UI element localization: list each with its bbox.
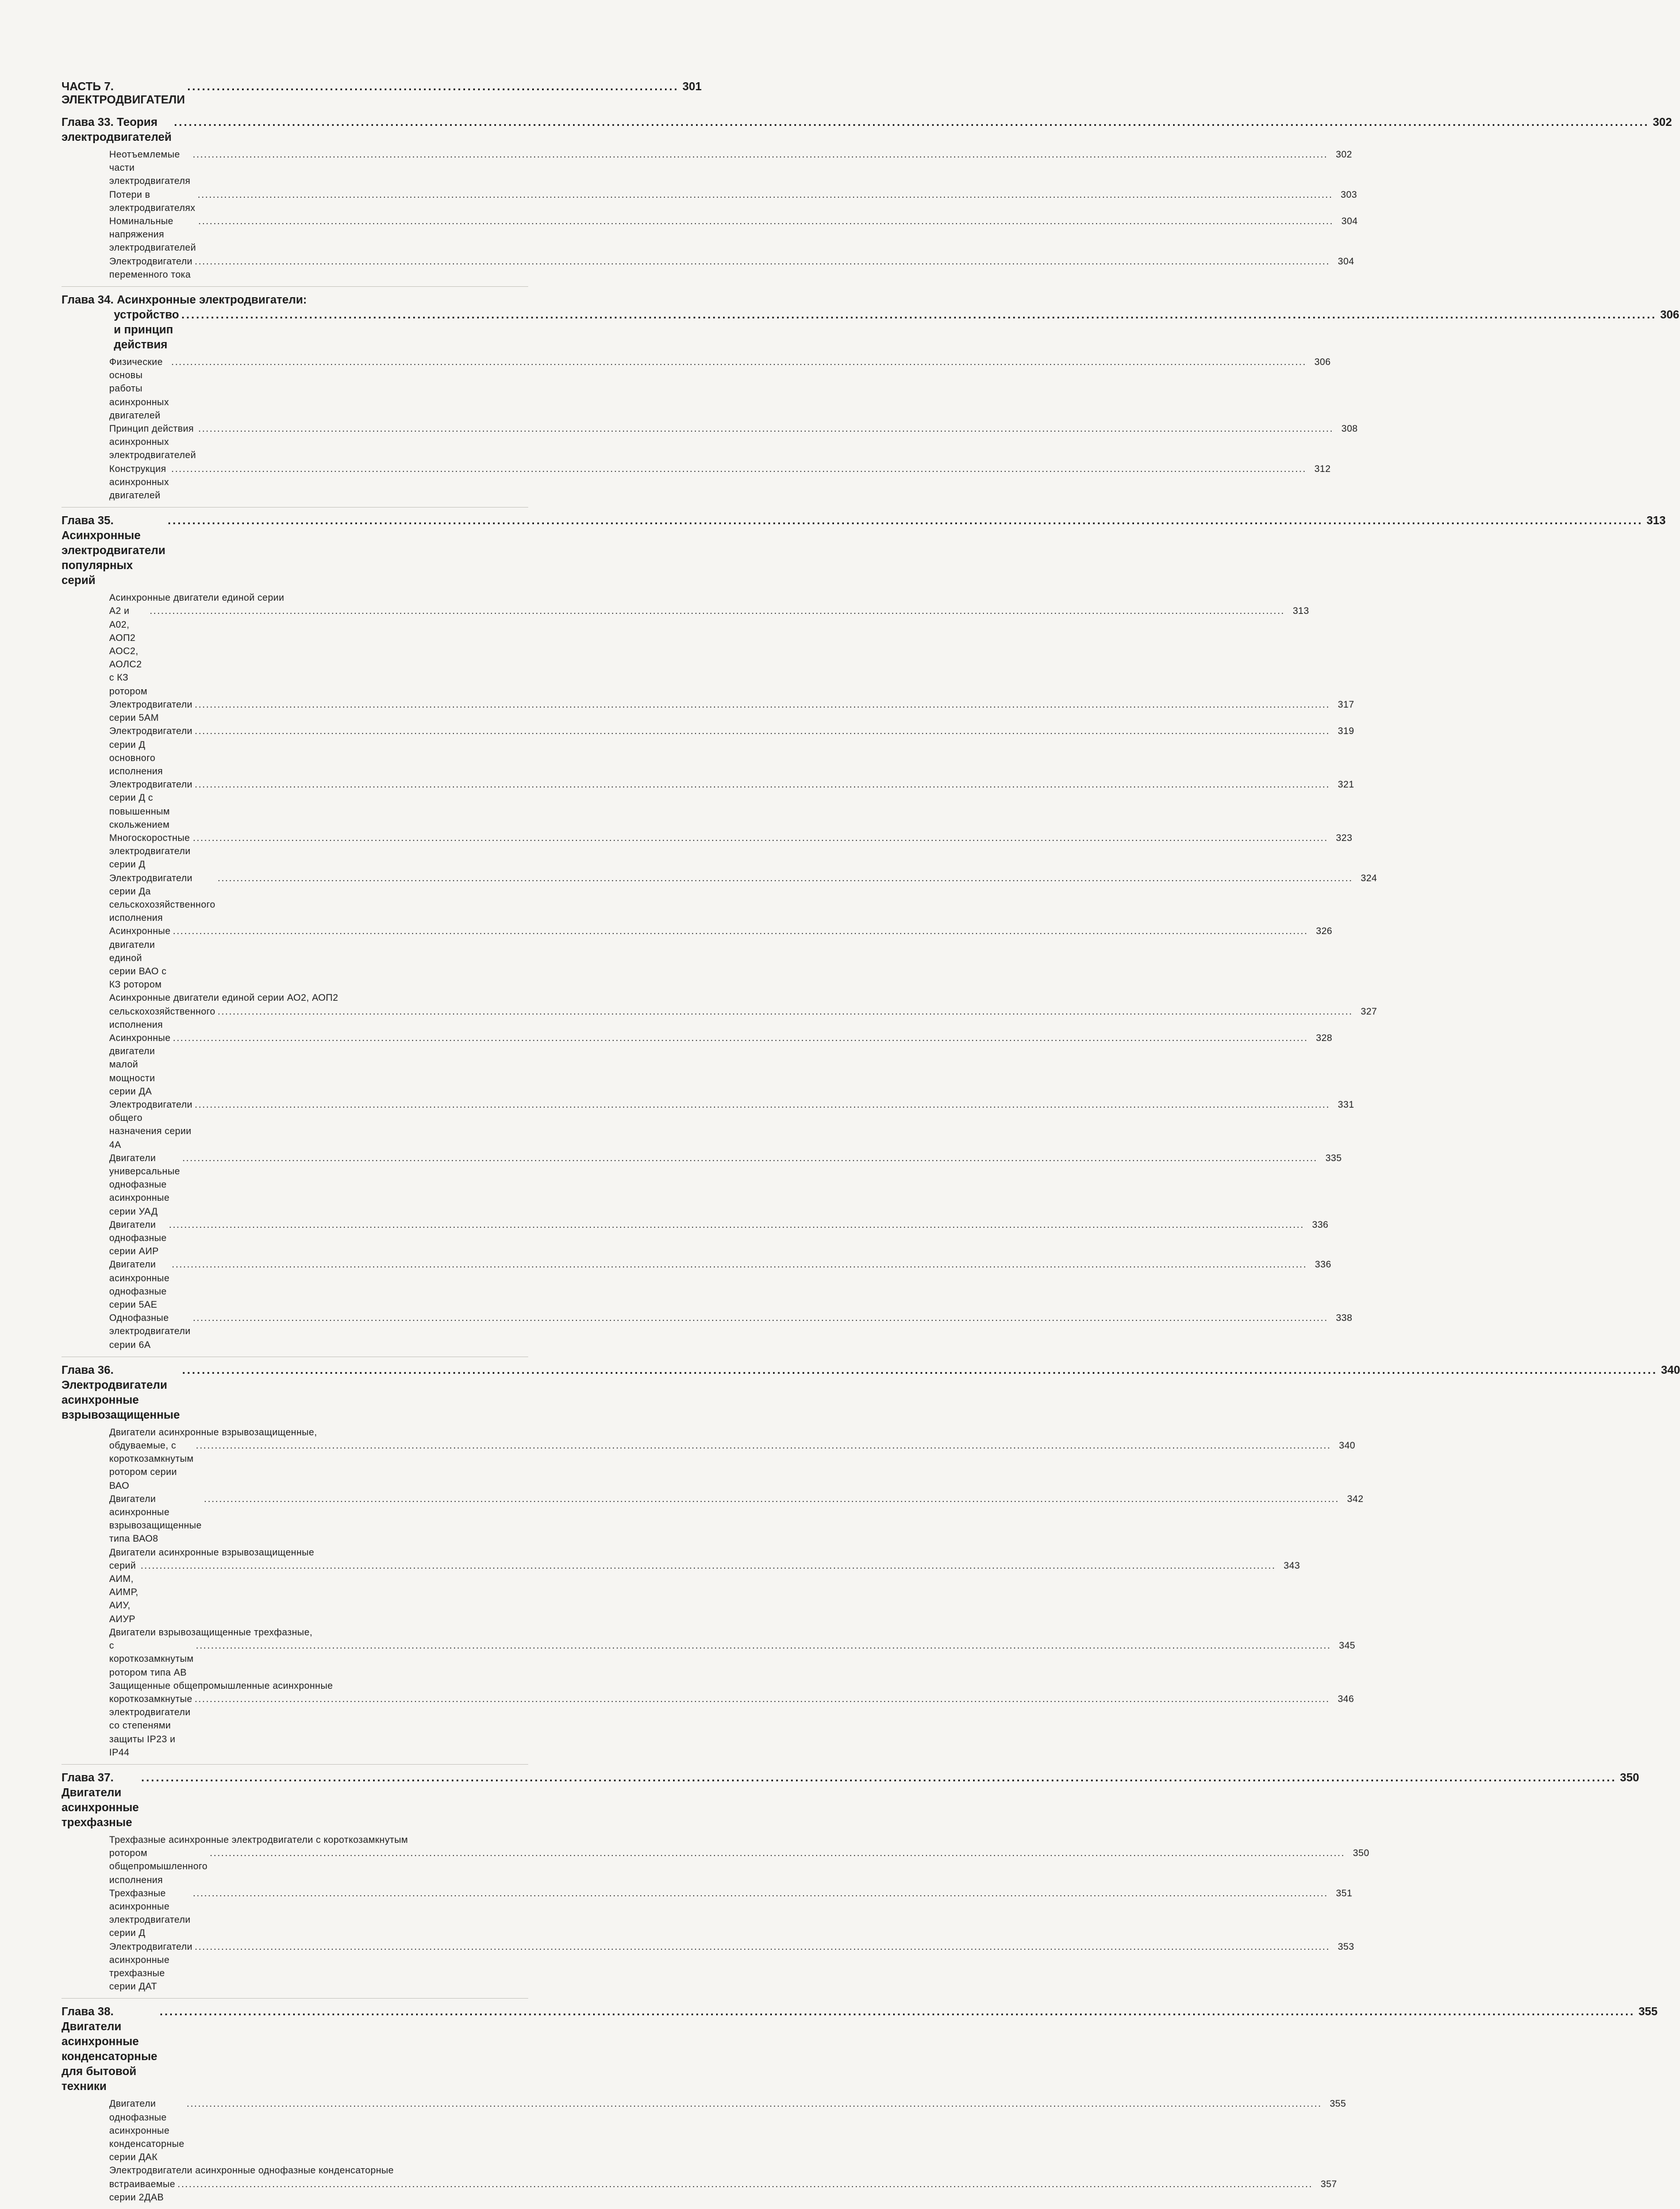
section-entry[interactable] <box>109 422 1358 463</box>
section-entry[interactable] <box>109 725 1355 778</box>
section-title-line1[interactable]: Защищенные общепромышленные асинхронные <box>109 1680 333 1691</box>
section-entry-page: 327 <box>1360 1006 1377 1017</box>
dot-leader: ............................................................................................................................................................................................................................................................................................................ <box>182 1152 1318 1163</box>
dot-leader: ............................................................................................................................................................................................................................................................................................................ <box>172 926 1309 937</box>
section-entry-page: 326 <box>1316 926 1333 937</box>
section-entry-title: Конструкция асинхронных двигателей <box>109 463 169 501</box>
chapter-heading[interactable] <box>61 1770 1639 1830</box>
chapter-list <box>61 115 1680 2209</box>
chapter-heading[interactable] <box>61 308 1679 352</box>
section-entry-page: 304 <box>1341 216 1358 227</box>
section-entry-title: Электродвигатели серии Д с повышенным скольжением <box>109 779 193 830</box>
section-entry[interactable] <box>109 1152 1342 1219</box>
section-entry-page: 351 <box>1336 1888 1352 1899</box>
dot-leader: ............................................................................................................................................................................................................................................................................................................ <box>169 1219 1305 1230</box>
section-entry-page: 336 <box>1312 1219 1329 1230</box>
section-title-line1[interactable]: Трехфазные асинхронные электродвигатели с короткозамкнутым <box>109 1834 408 1845</box>
section-entry-page: 357 <box>1320 2179 1337 2189</box>
chapter-heading-title: Глава 37. Двигатели асинхронные трехфазные <box>61 1771 139 1829</box>
section-entry-page: 321 <box>1337 779 1355 790</box>
part-page: 301 <box>682 80 702 93</box>
dot-leader: ............................................................................................................................................................................................................................................................................................................ <box>159 2006 1635 2019</box>
chapter-heading-page: 350 <box>1620 1771 1639 1784</box>
section-title-line1[interactable]: Электродвигатели асинхронные однофазные конденсаторные <box>109 2165 394 2176</box>
chapter-heading[interactable] <box>61 2004 1658 2094</box>
section-entry[interactable] <box>109 1847 1370 1887</box>
section-title-line1[interactable]: Двигатели асинхронные взрывозащищенные, <box>109 1427 317 1438</box>
dot-leader: ............................................................................................................................................................................................................................................................................................................ <box>193 1313 1328 1324</box>
chapter-heading[interactable] <box>61 115 1672 145</box>
chapter-35 <box>61 513 1666 1357</box>
section-entry-page: 338 <box>1336 1313 1352 1324</box>
dot-leader: ............................................................................................................................................................................................................................................................................................................ <box>194 779 1331 790</box>
dot-leader: ............................................................................................................................................................................................................................................................................................................ <box>193 832 1328 843</box>
dot-leader: ............................................................................................................................................................................................................................................................................................................ <box>217 873 1353 883</box>
dot-leader: ............................................................................................................................................................................................................................................................................................................ <box>195 1440 1332 1451</box>
chapter-heading-page: 306 <box>1660 309 1679 322</box>
section-entry-title: короткозамкнутые электродвигатели со степенями защиты IP23 и IP44 <box>109 1693 193 1758</box>
dot-leader: ............................................................................................................................................................................................................................................................................................................ <box>198 216 1334 227</box>
section-entry[interactable] <box>109 148 1352 189</box>
dot-leader: ............................................................................................................................................................................................................................................................................................................ <box>217 1006 1353 1017</box>
section-entry-title: Электродвигатели серии 5АМ <box>109 699 193 724</box>
section-entry-title: сельскохозяйственного исполнения <box>109 1006 216 1030</box>
section-entry-page: 306 <box>1314 357 1331 368</box>
chapter-heading-page: 313 <box>1646 514 1666 528</box>
section-entry-page: 324 <box>1360 873 1377 883</box>
section-entry[interactable] <box>109 1693 1354 1759</box>
section-entry[interactable] <box>109 255 1355 282</box>
dot-leader: ............................................................................................................................................................................................................................................................................................................ <box>193 149 1328 160</box>
section-entry-page: 355 <box>1329 2099 1347 2110</box>
section-entry-title: Двигатели универсальные однофазные асинхронные серии УАД <box>109 1152 180 1217</box>
section-entry-title: ротором общепромышленного исполнения <box>109 1848 208 1885</box>
dot-leader: ............................................................................................................................................................................................................................................................................................................ <box>174 116 1650 129</box>
section-entry[interactable] <box>109 2178 1337 2204</box>
section-entry-page: 342 <box>1347 1493 1364 1504</box>
section-entry-page: 319 <box>1337 726 1355 737</box>
section-entry-page: 350 <box>1352 1848 1370 1859</box>
chapter-heading-line1[interactable]: Глава 34. Асинхронные электродвигатели: <box>61 294 307 307</box>
table-of-contents <box>61 80 1680 2209</box>
section-entry-page: 304 <box>1337 256 1355 267</box>
section-entry-page: 336 <box>1314 1259 1332 1270</box>
section-entry[interactable] <box>109 1005 1377 1032</box>
section-list <box>61 591 1377 1357</box>
dot-leader: ............................................................................................................................................................................................................................................................................................................ <box>203 1493 1340 1504</box>
section-entry[interactable] <box>109 1887 1352 1941</box>
section-entry[interactable] <box>109 778 1355 832</box>
section-entry[interactable] <box>109 698 1355 725</box>
section-entry[interactable] <box>109 1258 1332 1312</box>
section-entry-title: Асинхронные двигатели единой серии ВАО с КЗ ротором <box>109 926 171 990</box>
dot-leader: ............................................................................................................................................................................................................................................................................................................ <box>193 1888 1328 1899</box>
section-entry[interactable] <box>109 872 1377 925</box>
chapter-heading-title: Глава 36. Электродвигатели асинхронные взрывозащищенные <box>61 1363 180 1422</box>
chapter-heading-page: 340 <box>1660 1363 1680 1377</box>
section-entry-title: Многоскоростные электродвигатели серии Д <box>109 832 191 870</box>
section-entry[interactable] <box>109 1559 1300 1626</box>
section-entry[interactable] <box>109 1639 1356 1680</box>
section-entry[interactable] <box>109 1032 1333 1098</box>
dot-leader: ............................................................................................................................................................................................................................................................................................................ <box>172 1032 1309 1043</box>
section-entry-title: Электродвигатели серии Д основного исполнения <box>109 726 193 777</box>
part-heading[interactable] <box>61 80 702 107</box>
dot-leader: ............................................................................................................................................................................................................................................................................................................ <box>171 463 1307 474</box>
chapter-heading-title: Глава 35. Асинхронные электродвигатели популярных серий <box>61 514 166 587</box>
chapter-heading-title: Глава 33. Теория электродвигателей <box>61 116 172 144</box>
section-list <box>61 1834 1370 1999</box>
section-entry-title: А2 и А02, АОП2 АОС2, АОЛС2 с КЗ ротором <box>109 606 148 697</box>
dot-leader: ............................................................................................................................................................................................................................................................................................................ <box>140 1560 1276 1571</box>
dot-leader: ............................................................................................................................................................................................................................................................................................................ <box>149 606 1285 617</box>
section-entry-page: 313 <box>1293 606 1309 617</box>
section-entry-title: Физические основы работы асинхронных двигателей <box>109 357 169 421</box>
section-entry-title: Однофазные электродвигатели серии 6А <box>109 1313 191 1350</box>
chapter-37 <box>61 1770 1639 1999</box>
chapter-33 <box>61 115 1672 287</box>
section-entry-page: 331 <box>1337 1099 1355 1110</box>
section-entry[interactable] <box>109 2097 1347 2164</box>
chapter-36 <box>61 1363 1680 1765</box>
chapter-38 <box>61 2004 1658 2209</box>
section-entry[interactable] <box>109 463 1331 503</box>
part-title: ЧАСТЬ 7. ЭЛЕКТРОДВИГАТЕЛИ <box>61 80 185 106</box>
dot-leader: ............................................................................................................................................................................................................................................................................................................ <box>194 726 1331 737</box>
section-entry[interactable] <box>109 1439 1356 1493</box>
dot-leader: ............................................................................................................................................................................................................................................................................................................ <box>194 1099 1331 1110</box>
chapter-heading-title: Глава 38. Двигатели асинхронные конденсаторные для бытовой техники <box>61 2006 157 2093</box>
section-title-line1[interactable]: Асинхронные двигатели единой серии АО2, АОП2 <box>109 993 339 1004</box>
section-list <box>61 2097 1347 2209</box>
section-entry[interactable] <box>109 1493 1364 1546</box>
chapter-heading-title: устройство и принцип действия <box>114 309 179 352</box>
section-entry-title: Двигатели асинхронные взрывозащищенные типа ВАО8 <box>109 1493 202 1545</box>
dot-leader: ............................................................................................................................................................................................................................................................................................................ <box>194 1693 1330 1704</box>
section-entry-page: 302 <box>1336 149 1352 160</box>
section-entry-title: с короткозамкнутым ротором типа АВ <box>109 1641 194 1678</box>
section-entry[interactable] <box>109 605 1309 698</box>
dot-leader: ............................................................................................................................................................................................................................................................................................................ <box>194 699 1331 710</box>
section-entry-title: Двигатели однофазные серии АИР <box>109 1219 167 1257</box>
section-entry[interactable] <box>109 1219 1329 1259</box>
section-entry-page: 328 <box>1316 1032 1333 1043</box>
section-entry-title: встраиваемые серии 2ДАВ <box>109 2179 175 2203</box>
dot-leader: ............................................................................................................................................................................................................................................................................................................ <box>167 514 1643 528</box>
section-entry-page: 303 <box>1340 189 1358 200</box>
dot-leader: .................................................................................................... <box>187 80 679 93</box>
section-entry-page: 323 <box>1336 832 1352 843</box>
section-entry[interactable] <box>109 925 1333 992</box>
section-title-line1[interactable]: Асинхронные двигатели единой серии <box>109 593 285 604</box>
chapter-heading-page: 302 <box>1652 116 1672 129</box>
dot-leader: ............................................................................................................................................................................................................................................................................................................ <box>210 1848 1345 1859</box>
section-entry[interactable] <box>109 1098 1355 1152</box>
section-list <box>61 356 1358 508</box>
chapter-34 <box>61 293 1679 508</box>
section-entry[interactable] <box>109 1941 1355 1994</box>
section-list <box>61 148 1358 287</box>
section-entry-title: Неотъемлемые части электродвигателя <box>109 149 191 187</box>
section-entry-title: серий АИМ, АИМР, АИУ, АИУР <box>109 1560 139 1624</box>
section-entry-page: 346 <box>1337 1693 1354 1704</box>
dot-leader: ............................................................................................................................................................................................................................................................................................................ <box>186 2099 1323 2110</box>
chapter-heading[interactable] <box>61 513 1666 588</box>
dot-leader: ............................................................................................................................................................................................................................................................................................................ <box>197 189 1333 200</box>
section-entry-title: Двигатели асинхронные однофазные серии 5АЕ <box>109 1259 170 1311</box>
section-entry-page: 353 <box>1337 1941 1355 1952</box>
section-entry[interactable] <box>109 189 1358 215</box>
section-entry-title: Двигатели однофазные асинхронные конденсаторные серии ДАК <box>109 2099 184 2163</box>
dot-leader: ............................................................................................................................................................................................................................................................................................................ <box>141 1771 1617 1784</box>
section-title-line1[interactable]: Двигатели асинхронные взрывозащищенные <box>109 1547 314 1558</box>
dot-leader: ............................................................................................................................................................................................................................................................................................................ <box>171 357 1307 368</box>
dot-leader: ............................................................................................................................................................................................................................................................................................................ <box>182 1363 1658 1377</box>
dot-leader: ............................................................................................................................................................................................................................................................................................................ <box>181 309 1657 322</box>
section-entry-title: Асинхронные двигатели малой мощности серии ДА <box>109 1032 171 1097</box>
section-entry[interactable] <box>109 1312 1352 1352</box>
section-entry-page: 335 <box>1325 1152 1342 1163</box>
section-entry-title: Трехфазные асинхронные электродвигатели серии Д <box>109 1888 191 1939</box>
section-entry-title: Принцип действия асинхронных электродвигателей <box>109 424 197 461</box>
section-entry-page: 317 <box>1337 699 1355 710</box>
section-entry-title: Электродвигатели асинхронные трехфазные серии ДАТ <box>109 1941 193 1992</box>
dot-leader: ............................................................................................................................................................................................................................................................................................................ <box>194 256 1331 267</box>
dot-leader: ............................................................................................................................................................................................................................................................................................................ <box>198 424 1334 435</box>
section-entry[interactable] <box>109 832 1352 872</box>
dot-leader: ............................................................................................................................................................................................................................................................................................................ <box>195 1641 1332 1651</box>
section-list <box>61 1426 1364 1765</box>
section-entry-title: Электродвигатели серии Да сельскохозяйственного исполнения <box>109 873 216 924</box>
section-entry-title: Номинальные напряжения электродвигателей <box>109 216 197 253</box>
section-entry-page: 345 <box>1339 1641 1356 1651</box>
section-entry[interactable] <box>109 215 1358 255</box>
section-entry-title: Электродвигатели переменного тока <box>109 256 193 280</box>
chapter-heading-page: 355 <box>1638 2006 1658 2019</box>
section-entry-title: Потери в электродвигателях <box>109 189 195 213</box>
section-entry-title: Электродвигатели общего назначения серии 4А <box>109 1099 193 1150</box>
section-entry[interactable] <box>109 356 1331 422</box>
chapter-heading[interactable] <box>61 1363 1680 1423</box>
dot-leader: ............................................................................................................................................................................................................................................................................................................ <box>171 1259 1308 1270</box>
section-entry-title: обдуваемые, с короткозамкнутым ротором серии ВАО <box>109 1440 194 1491</box>
dot-leader: ............................................................................................................................................................................................................................................................................................................ <box>194 1941 1331 1952</box>
section-entry-page: 343 <box>1283 1560 1300 1571</box>
section-title-line1[interactable]: Двигатели взрывозащищенные трехфазные, <box>109 1627 313 1638</box>
section-entry-page: 312 <box>1314 463 1331 474</box>
dot-leader: ............................................................................................................................................................................................................................................................................................................ <box>177 2179 1313 2189</box>
section-entry-page: 308 <box>1341 424 1358 435</box>
section-entry-page: 340 <box>1339 1440 1356 1451</box>
